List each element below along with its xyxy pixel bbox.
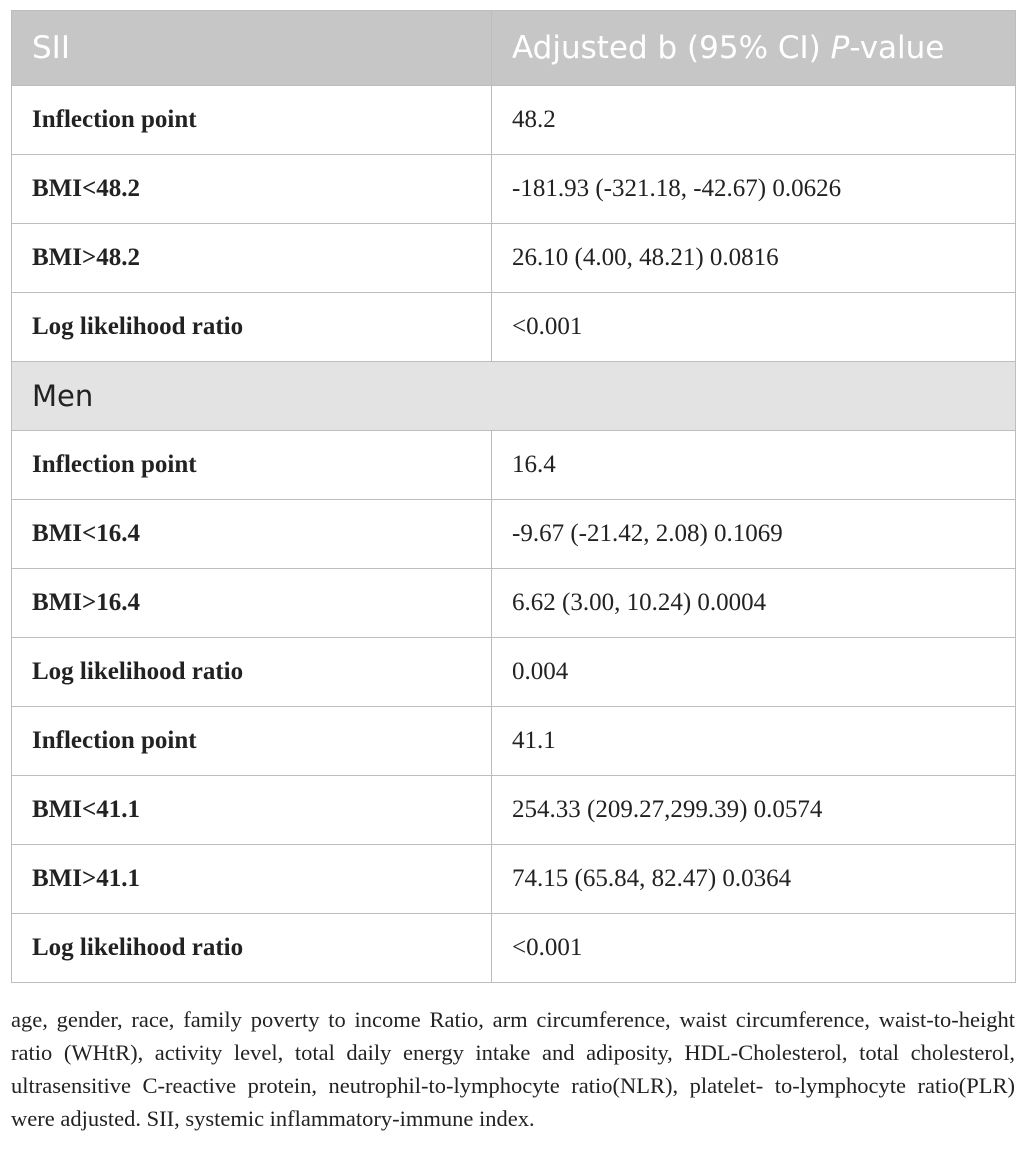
row-value: 6.62 (3.00, 10.24) 0.0004 — [492, 569, 1016, 638]
section-row-men — [12, 362, 1016, 431]
row-label: Inflection point — [12, 431, 492, 500]
row-value: <0.001 — [492, 914, 1016, 983]
row-label: BMI>41.1 — [12, 845, 492, 914]
row-value: 254.33 (209.27,299.39) 0.0574 — [492, 776, 1016, 845]
header-adjusted-b-prefix: Adjusted b (95% CI) — [512, 30, 831, 66]
row-value: -181.93 (-321.18, -42.67) 0.0626 — [492, 155, 1016, 224]
table-row — [12, 776, 1016, 845]
table-row — [12, 155, 1016, 224]
row-label: BMI<48.2 — [12, 155, 492, 224]
table-row — [12, 914, 1016, 983]
row-value: <0.001 — [492, 293, 1016, 362]
row-value: 26.10 (4.00, 48.21) 0.0816 — [492, 224, 1016, 293]
row-value: 0.004 — [492, 638, 1016, 707]
row-label: BMI>16.4 — [12, 569, 492, 638]
row-label: BMI<41.1 — [12, 776, 492, 845]
header-p-italic: P — [830, 30, 850, 66]
table-footnote: age, gender, race, family poverty to income Ratio, arm circumference, waist circumference, waist-to-height ratio (WHtR), activity level, total daily energy intake and adiposity, HDL-Cholesterol, total cholesterol, ultrasensitive C-reactive protein, neutrophil-to-lymphocyte ratio(NLR), platelet- to-lymphocyte ratio(PLR) were adjusted. SII, systemic inflammatory-immune index. — [11, 1007, 1015, 1131]
results-table-container — [11, 10, 1015, 983]
row-label: BMI<16.4 — [12, 500, 492, 569]
results-table — [11, 10, 1016, 983]
table-row — [12, 86, 1016, 155]
row-label: Log likelihood ratio — [12, 914, 492, 983]
row-label: Inflection point — [12, 86, 492, 155]
header-sii: SII — [12, 11, 492, 86]
table-row — [12, 431, 1016, 500]
row-value: 74.15 (65.84, 82.47) 0.0364 — [492, 845, 1016, 914]
row-value: 41.1 — [492, 707, 1016, 776]
table-row — [12, 569, 1016, 638]
table-row — [12, 707, 1016, 776]
header-value-suffix: -value — [849, 30, 945, 66]
row-value: 48.2 — [492, 86, 1016, 155]
table-row — [12, 845, 1016, 914]
table-row — [12, 638, 1016, 707]
row-label: BMI>48.2 — [12, 224, 492, 293]
header-adjusted-b — [492, 11, 1016, 86]
section-label: Men — [12, 362, 1016, 431]
row-label: Log likelihood ratio — [12, 638, 492, 707]
row-value: 16.4 — [492, 431, 1016, 500]
table-row — [12, 293, 1016, 362]
row-label: Inflection point — [12, 707, 492, 776]
table-row — [12, 224, 1016, 293]
table-header-row — [12, 11, 1016, 86]
row-label: Log likelihood ratio — [12, 293, 492, 362]
row-value: -9.67 (-21.42, 2.08) 0.1069 — [492, 500, 1016, 569]
table-row — [12, 500, 1016, 569]
